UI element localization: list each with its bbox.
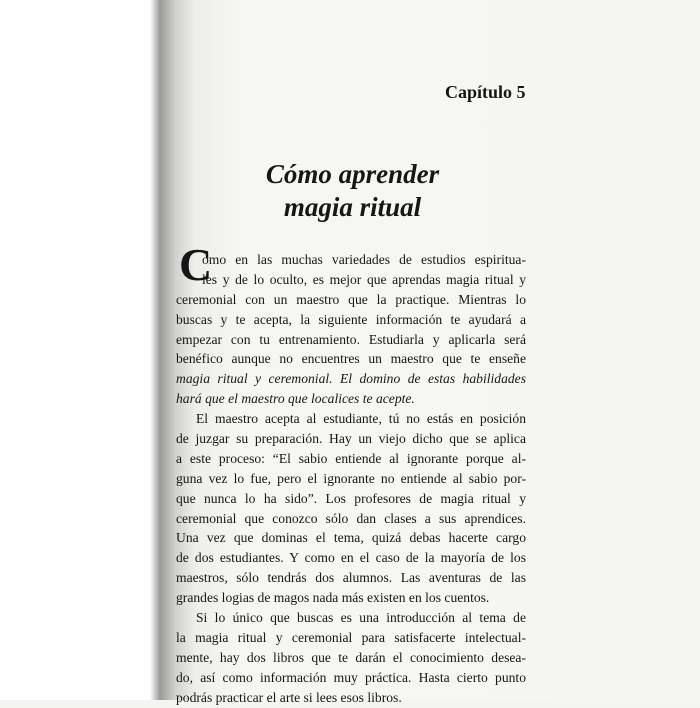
text-line: de juzgar su preparación. Hay un viejo dicho que se aplica [176,431,526,447]
text-line: buscas y te acepta, la siguiente información te ayudará a [176,311,526,327]
text-line: la magia ritual y ceremonial para satisfacerte intelectual- [176,629,526,645]
text-line: benéfico aunque no encuentres un maestro que te enseñe [176,351,526,367]
text-line: omo en las muchas variedades de estudios espiritua- [202,252,526,267]
chapter-title [175,158,530,224]
text-line: podrás practicar el arte si lees esos libros. [176,689,402,705]
chapter-title-line: magia ritual [283,192,422,222]
text-line: guna vez lo fue, pero el ignorante no entiende al sabio por- [176,470,526,486]
text-line: empezar con tu entrenamiento. Estudiarla y aplicarla será [176,331,526,347]
chapter-number: Capítulo 5 [445,82,526,102]
text-line: de dos estudiantes. Y como en el caso de la mayoría de los [176,550,526,566]
text-line: do, así como información muy práctica. Hasta cierto punto [176,669,526,685]
text-line: que nunca lo ha sido”. Los profesores de magia ritual y [176,490,526,506]
chapter-title-line: Cómo aprender [265,159,440,189]
drop-cap: C [179,239,213,290]
text-line: ceremonial que conozco sólo dan clases a sus aprendices. [176,510,526,526]
text-line: grandes logias de magos nada más existen en los cuentos. [176,590,490,606]
text-line: magia ritual y ceremonial. El domino de estas habilidades [176,371,526,387]
text-line: hará que el maestro que localices te acepte. [176,391,415,407]
text-line: Una vez que dominas el tema, quizá debas hacerte cargo [176,530,526,546]
text-line: les y de lo oculto, es mejor que aprendas magia ritual y [202,271,526,287]
text-line: a este proceso: “El sabio entiende al ignorante porque al- [176,450,526,466]
text-line: ceremonial con un maestro que la practique. Mientras lo [176,291,526,307]
text-line: mente, hay dos libros que te darán el conocimiento desea- [176,649,526,665]
text-line: Si lo único que buscas es una introducción al tema de [196,610,526,626]
text-line: El maestro acepta al estudiante, tú no estás en posición [196,411,526,427]
body-text [176,239,526,707]
text-line: maestros, sólo tendrás dos alumnos. Las aventuras de las [176,570,526,586]
